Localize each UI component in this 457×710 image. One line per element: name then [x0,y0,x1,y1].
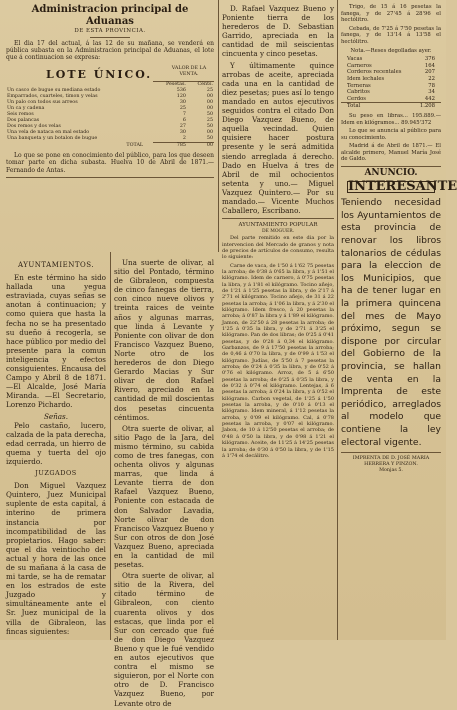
total-cents: 00 [187,143,214,150]
senas-text: Pelo castaño, lucero, calzada de la pata derecha, edad cerrada, un hierro de quema y tuerta del ojo izquierdo. [6,420,106,466]
res-value: 22 [428,75,435,82]
row-item: Un palo con todos sus arreos [7,100,78,105]
nota-text: Nota.—Reses degolladas ayer. [350,47,432,54]
moguer-subtitle: DE MOGUER. [261,228,295,234]
res-value: 376 [424,56,435,63]
precios-intro: Del parte remitido en este dia por la intervencion del Mercado de granos y nota de precios de artículos de consumo, resulta lo siguiente: [222,235,334,261]
row-cents: 00 [206,100,213,105]
ayunt-popular-title: AYUNTAMIENTO POPULAR [238,222,318,229]
senas-label: Señas. [43,411,69,421]
total-label: TOTAL [126,142,144,148]
teniendo-text: Teniendo necesidad los Ayuntamientos de esta provincia de renovar los libros talonarios de cédulas para la eleccion de los Municipios, que ha de tener lugar en la primera quincena del mes de Mayo próximo, segun se dispone por circular del Gobierno de la provincia, se hallan de venta en la Imprenta de este periódico, arreglados al modelo que contiene la ley electoral vigente. [341,197,441,448]
col3-text-2: Y últimamente quince arrobas de aceite, apreciada cada una en la cantidad de diez pesetas; pues así lo tengo mandado en autos ejecutivos seguidos contra el citado Don Diego Vazquez Bueno, de aquella vecindad. Quien quisiere hacer postura presente y le será admitida siendo arreglada á derecho. Dado en Huelva á tres de Abril de mil ochocientos setenta y uno.— Miguel Vazquez Quintero.— Por su mandado.— Vicente Muchos Caballero, Escribano. [222,60,334,216]
row-cents: 00 [206,94,213,99]
row-item: Dos remos y dos velas [7,124,61,129]
list-item [347,89,435,96]
row-pesetas: 25 [179,106,186,111]
row-cents: 00 [206,106,213,111]
imprenta-text: IMPRENTA DE D. JOSÉ MARIA HERRERA Y PINZON. [352,456,430,468]
row-cents: 50 [206,112,213,117]
res-value: 78 [428,82,435,89]
divider [222,218,334,219]
trigo-text: Trigo, de 15 á 16 pesetas la fanega, y de 27'45 á 28'96 el hectólitro. [341,4,441,24]
col-pesetas: Pesetas. [153,82,187,89]
res-value: 164 [424,62,435,69]
madrid-text: Madrid á de Abril de 1871.— El alcalde primero, Manuel María José de Galdo. [341,143,441,163]
row-cents: 50 [206,136,213,141]
row-pesetas: 2 [182,136,186,141]
lote-table [6,81,214,149]
lote-label: LOTE ÚNICO. [46,68,153,82]
divider [90,37,130,38]
res-name: Idem lechales [347,75,385,82]
list-item [347,56,435,63]
col2-text-1: Una suerte de olivar, al sitio del Pontado, término de Gibraleon, compuesta de cinco fanegas de tierra, con cinco nueve olivos y treinta raices de veinte años y algunas marras, que linda á Levante y Poniente con olivar de don Francisco Vazquez Bueno, Norte otro de los herederos de don Diego Gerardo Macias y Sur olivar de don Rafael Rivero, apreciado en la cantidad de mil doscientas dos pesetas cincuenta céntimos. [114,258,214,422]
list-item [347,76,435,83]
row-pesetas: 7 [182,112,186,117]
aduanas-title: Administracion principal de Aduanas [31,4,189,27]
pesos-text: Su peso en libras... 195.889.— Idem en kilógramos... 89.945'372 [341,112,441,126]
res-name: Terneras [347,82,371,89]
column-4 [341,4,457,475]
list-item [347,63,435,70]
column-rule [337,0,338,640]
res-name: Corderos recentales [347,69,402,76]
col-cents: Cénts. [187,82,214,89]
interesante-title: INTERESANTE [348,178,457,194]
row-item: Emparrados, cuarteles, timon y velas [7,94,98,99]
reses-total-label: Total [347,103,361,110]
res-value: 207 [424,69,435,76]
col2-text-2: Otra suerte de olivar, al sitio Pago de la Jara, del mismo término, su cabida como de tres fanegas, con ochenta olivos y algunas marras, que linda á Levante tierra de don Rafael Vazquez Bueno, Poniente con estacada de don Salvador Lavadia, Norte olivar de don Francisco Vazquez Bueno y Sur con otros de don José Vazquez Bueno, apreciada en la cantidad de mil pesetas. [114,423,214,570]
row-item: Una vela de nataca en mal estado [7,130,90,135]
row-pesetas: 30 [179,130,186,135]
aduanas-intro: El dia 17 del actual, á las 12 de su mañana, se venderá en pública subasta en la Administracion principal de Aduanas, el lote que á continuacion se expresa: [6,39,214,62]
row-pesetas: 120 [176,94,186,99]
res-name: Cerdos [347,95,367,102]
col3-text-1: D. Rafael Vazquez Bueno y Poniente tierra de los herederos de D. Sebastian Garrido, apreciada en la cantidad de mil seiscientas cincuenta y cinco pesetas. [222,4,334,59]
row-item: Un ca y cadena [7,106,45,111]
reses-total-value: 1.208 [419,103,435,110]
juzgados-title: JUZGADOS [35,469,77,478]
column-3 [222,4,334,461]
row-item: Un casco de bugue su mediana estado [7,88,101,93]
res-name: Carneros [347,62,372,69]
juzgados-text: Don Miguel Vazquez Quintero, Juez Municipal suplente de esta capital, á interino de primera instancia por incompatibilidad de las propietarios. Hago saber: que el dia veintiocho del actual y hora de las once de su mañana á la casa de mi tarde, se ha de rematar en los estrados de este Juzgado y simultáneamente ante el Sr. Juez municipal de la villa de Gibraleon, las fincas siguientes: [6,481,106,636]
publico-text: Lo que se anuncia al público para su conocimiento. [341,128,441,141]
column-rule [218,0,219,252]
row-cents: 25 [206,88,213,93]
row-cents: 50 [206,124,213,129]
imprenta-location: Monjas 5. [379,468,403,474]
reses-total [341,102,441,110]
res-name: Cabritos [347,89,370,96]
aduanas-closing: Lo que se pone en conocimiento del público, para los que deseen tomar parte en dicha subasta. Huelva 10 de Abril de 1871.—Fernando de Antas. [6,152,214,174]
total-pesetas: 785 [153,143,187,150]
col2-text-3: Otra suerte de olivar, al sitio de la Rivera, del citado término de Gibraleon, con ciento cuarenta olivos y dos estacas, que linda por el Sur con cercado que fué de don Diego Vazquez Bueno y que le fué vendido en autos ejecutivos que contra el mismo se siguieron, por el Norte con otro de D. Francisco Vazquez Bueno, por Levante otro de [114,571,214,708]
row-cents: 25 [206,118,213,123]
list-item [347,83,435,90]
column-rule [110,252,111,640]
column-1-lower [6,258,106,638]
row-cents: 00 [206,130,213,135]
res-value: 34 [428,89,435,96]
row-pesetas: 6 [182,118,186,123]
list-item [347,69,435,76]
column-2 [114,258,214,710]
list-item [347,96,435,103]
divider [341,166,441,167]
divider [6,177,214,178]
res-value: 442 [424,95,435,102]
reses-list [341,56,441,102]
aduanas-subtitle: DE ESTA PROVINCIA. [74,28,146,34]
row-pesetas: 30 [179,100,186,105]
anuncio-title: ANUNCIO. [364,168,418,179]
column-1 [6,4,214,181]
row-item: Dos palancas [7,118,40,123]
row-item: Seis remos [7,112,34,117]
cebada-text: Cebada, de 7'25 á 7'50 pesetas la fanega, y de 13'14 á 13'58 el hectólitro. [341,25,441,45]
res-name: Vacas [347,56,363,63]
row-pesetas: 27 [179,124,186,129]
divider [341,452,441,453]
row-item: Una banqueta y un botalon de bugue [7,136,98,142]
ayuntamientos-title: AYUNTAMIENTOS. [17,261,95,269]
row-pesetas: 536 [176,88,186,93]
ayuntamientos-text: En este término ha sido hallada una yegua estraviada, cuyas señas se anotan á continuacion; y como quiera que hasta la fecha no se ha presentado su dueño á recogerla, se hace público por medio del presente para la comun inteligencia y efectos consiguientes. Encausa del Campo y Abril 8 de 1871.—El Alcalde, José María Miranda. —El Secretario, Lorenzo Pichardo. [6,273,106,410]
precios-list: Carne de vaca, de 1'50 á 1'62 75 pesetas la arroba; de 0'38 á 0'65 la libra, y á 1'51 el kilógramo. Idem de carnero, á 0'75 pesetas la libra, y á 1'81 el kilógramo. Tocino añejo, de 1'21 á 1'25 pesetas la libra, y de 2'17 á 2'71 el kilógramo. Tocino añejo, de 31 á 22 pesetas la arroba; á 1'06 la libra, y á 2'30 el kilógramo. Idem fresco, á 20 pesetas la arroba; á 0'87 la libra y á 1'89 el kilógramo. Jamon, de 22'50 á 28 pesetas la arroba; de 1'25 á 0'35 la libra, y de 2'71 á 3'25 el kilógramo. Pan de dos libras; de 0'25 á 0'41 pesetas, y de 0'28 á 0,34 el kilógramo. Garbanzos, de 9 á 17'50 pesetas la arroba; de 0,46 á 0'70 la libra, y de 0'99 á 1'53 el kilógramo. Judías, de 5'50 á 7 pesetas la arroba; de 0'24 á 0'35 la libra, y de 0'52 á 0'76 el kilógramo. Arroz, de 5 á 6'50 pesetas la arroba; de 0'25 á 0'35 la libra, y de 0'32 á 0'74 el kilógramo. Lentejas, á 6 pesetas la arroba; á 0'24 la libra, y á 0'52 el kilógramo. Carbon vegetal, de 1'25 á 1'50 pesetas la arroba, y de 0'10 á 0'13 el kilógramo. Idem mineral, á 1'12 pesetas la arroba, y 0'09 el kilógramo. Cal, á 0'78 pesetas la arroba, y 0'07 el kilógramo. Jabon, de 10 á 12'50 pesetas el arroba; de 0'48 á 0'50 la libra, y de 0'98 á 1'21 el kilógramo. Aceite, de 11'25 á 14'25 pesetas la arroba; de 0'30 á 0'50 la libra, y de 1'15 á 1'74 el decálitro. [222,262,335,459]
table-header-value: VALOR DE LA VENTA. [171,65,207,78]
